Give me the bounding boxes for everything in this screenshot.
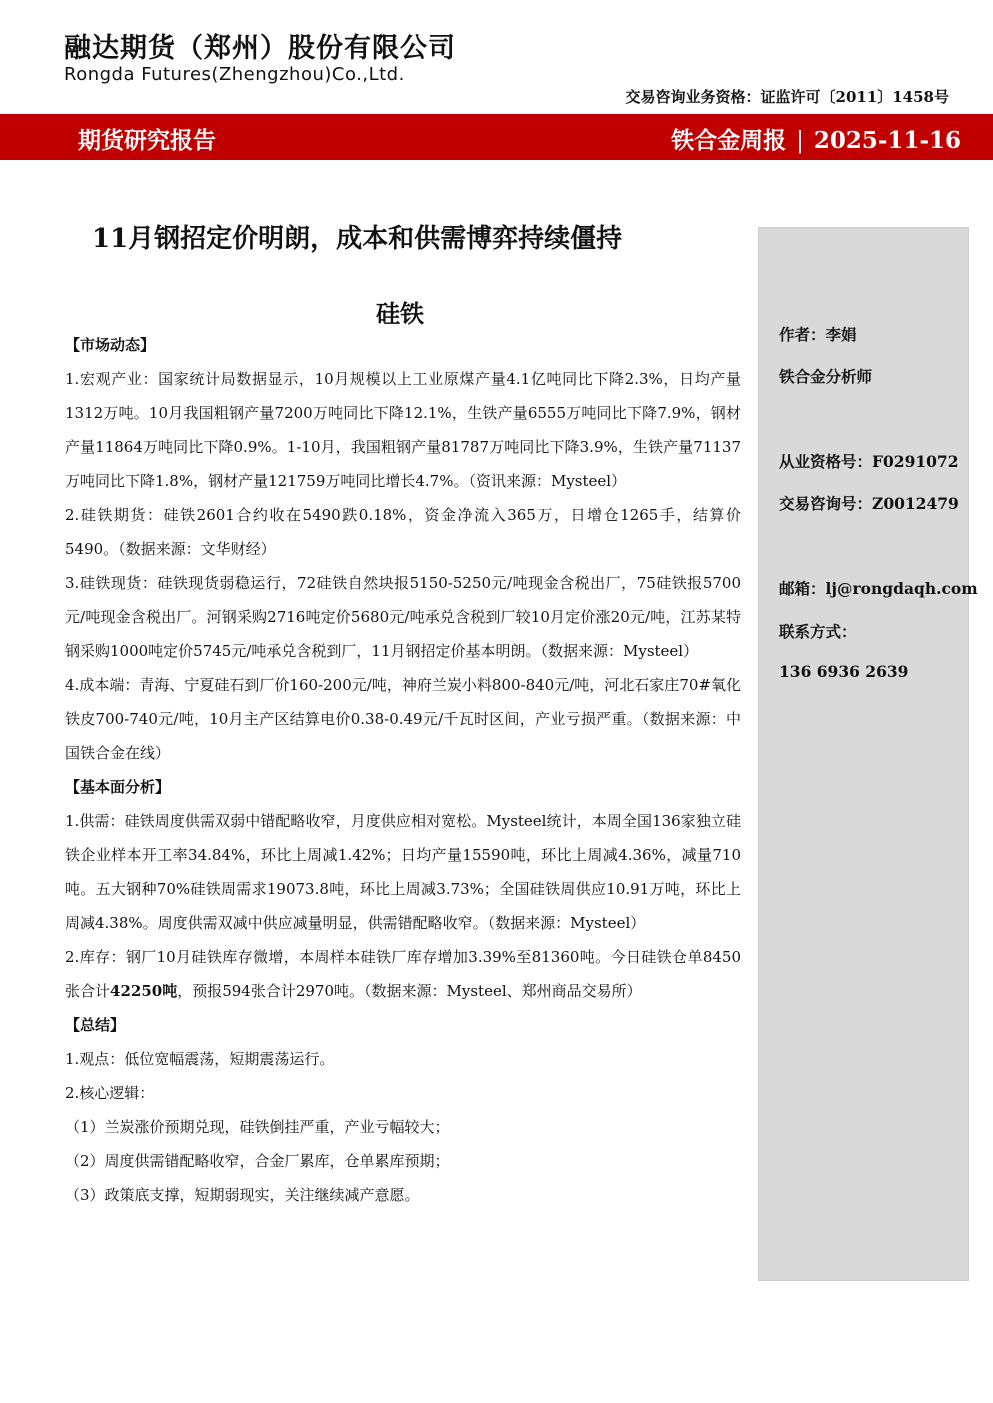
inventory-highlight: 42250吨 xyxy=(110,982,178,1000)
section-heading-fundamental: 【基本面分析】 xyxy=(65,778,171,796)
author-sidebar xyxy=(758,227,978,1281)
summary-logic-item-1: （1）兰炭涨价预期兑现，硅铁倒挂严重，产业亏幅较大； xyxy=(65,1118,450,1136)
report-banner xyxy=(0,114,993,160)
paragraph-macro: 1.宏观产业：国家统计局数据显示，10月规模以上工业原煤产量4.1亿吨同比下降2.3%，日均产量1312万吨。10月我国粗钢产量7200万吨同比下降12.1%，生铁产量6555万吨同比下降7.9%，钢材产量11864万吨同比下降0.9%。1-10月，我国粗钢产量81787万吨同比下降3.9%，生铁产量71137万吨同比下降1.8%，钢材产量121759万吨同比增长4.7%。（资讯来源：Mysteel） xyxy=(65,370,741,490)
banner-report-info xyxy=(671,122,961,155)
banner-separator: | xyxy=(796,128,804,154)
report-body xyxy=(65,328,741,1212)
summary-logic-item-3: （3）政策底支撑，短期弱现实，关注继续减产意愿。 xyxy=(65,1186,420,1204)
contact-phone: 136 6936 2639 xyxy=(779,662,909,681)
report-title: 11月钢招定价明朗，成本和供需博弈持续僵持 xyxy=(92,224,623,254)
paragraph-cost: 4.成本端：青海、宁夏硅石到厂价160-200元/吨，神府兰炭小料800-840元/吨，河北石家庄70#氧化铁皮700-740元/吨，10月主产区结算电价0.38-0.49元/千瓦时区间，产业亏损严重。（数据来源：中国铁合金在线） xyxy=(65,676,741,762)
consult-number: 交易咨询号：Z0012479 xyxy=(779,494,959,513)
author-name: 作者：李娟 xyxy=(779,325,857,344)
banner-report-name: 铁合金周报 xyxy=(671,127,787,154)
paragraph-inventory xyxy=(65,940,741,1008)
section-heading-market: 【市场动态】 xyxy=(65,336,156,354)
summary-view: 1.观点：低位宽幅震荡，短期震荡运行。 xyxy=(65,1050,335,1068)
paragraph-futures: 2.硅铁期货：硅铁2601合约收在5490跌0.18%，资金净流入365万，日增仓1265手，结算价5490。（数据来源：文华财经） xyxy=(65,506,741,558)
banner-date: 2025-11-16 xyxy=(813,127,961,154)
summary-logic-label: 2.核心逻辑： xyxy=(65,1084,155,1102)
qualification-number: 从业资格号：F0291072 xyxy=(779,452,959,471)
author-role: 铁合金分析师 xyxy=(779,367,873,386)
company-name-en: Rongda Futures(Zhengzhou)Co.,Ltd. xyxy=(64,64,405,85)
section-heading-summary: 【总结】 xyxy=(65,1016,126,1034)
banner-report-type: 期货研究报告 xyxy=(78,127,216,154)
inventory-text-a: 2.库存：钢厂10月硅铁库存微增，本周样本硅铁厂库存增加3.39%至81360吨。今日硅铁仓单8450张合计 xyxy=(65,948,741,1000)
paragraph-supply-demand: 1.供需：硅铁周度供需双弱中错配略收窄，月度供应相对宽松。Mysteel统计，本周全国136家独立硅铁企业样本开工率34.84%，环比上周减1.42%；日均产量15590吨，环比上周减4.36%，减量710吨。五大钢种70%硅铁周需求19073.8吨，环比上周减3.73%；全国硅铁周供应10.91万吨，环比上周减4.38%。周度供需双减中供应减量明显，供需错配略收窄。（数据来源：Mysteel） xyxy=(65,812,741,932)
summary-logic-item-2: （2）周度供需错配略收窄，合金厂累库，仓单累库预期； xyxy=(65,1152,450,1170)
inventory-text-b: ，预报594张合计2970吨。（数据来源：Mysteel、郑州商品交易所） xyxy=(177,982,642,1000)
license-text: 交易咨询业务资格：证监许可〔2011〕1458号 xyxy=(625,88,949,106)
report-subtitle: 硅铁 xyxy=(376,299,424,328)
author-email: 邮箱：lj@rongdaqh.com xyxy=(779,579,978,598)
contact-label: 联系方式： xyxy=(779,622,857,641)
paragraph-spot: 3.硅铁现货：硅铁现货弱稳运行，72硅铁自然块报5150-5250元/吨现金含税出厂，75硅铁报5700元/吨现金含税出厂。河钢采购2716吨定价5680元/吨承兑含税到厂较10月定价涨20元/吨，江苏某特钢采购1000吨定价5745元/吨承兑含税到厂，11月钢招定价基本明朗。（数据来源：Mysteel） xyxy=(65,574,741,660)
company-name-cn: 融达期货（郑州）股份有限公司 xyxy=(64,33,456,64)
